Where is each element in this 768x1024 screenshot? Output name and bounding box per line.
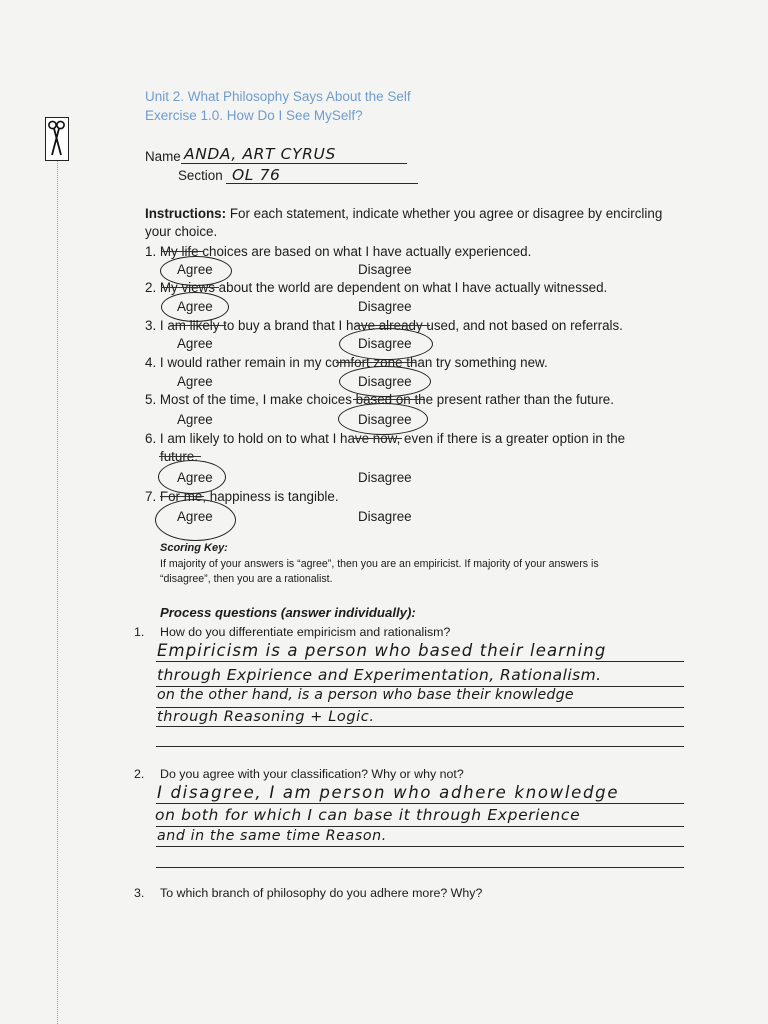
statement-number: 5.	[145, 392, 157, 407]
question-3-number: 3.	[134, 886, 145, 900]
statement-2-agree[interactable]: Agree	[177, 299, 213, 314]
answer-circle	[155, 499, 236, 541]
scissors-icon	[45, 117, 69, 161]
strike-mark	[356, 325, 430, 326]
answer-1-line-1: Empiricism is a person who based their learning	[157, 641, 607, 660]
strike-mark	[161, 251, 203, 252]
statement-4-agree[interactable]: Agree	[177, 374, 213, 389]
question-1-text: How do you differentiate empiricism and rationalism?	[160, 625, 451, 639]
answer-line	[156, 746, 684, 747]
statement-text: My life choices are based on what I have actually experienced.	[159, 244, 532, 259]
answer-line	[156, 726, 684, 727]
statement-4-disagree[interactable]: Disagree	[358, 374, 412, 389]
instructions-label: Instructions:	[145, 206, 227, 221]
strike-mark	[354, 438, 402, 439]
statement-7-agree[interactable]: Agree	[177, 509, 213, 524]
answer-line	[156, 661, 684, 662]
question-2-text: Do you agree with your classification? Why or why not?	[160, 767, 464, 781]
section-label: Section	[178, 168, 223, 183]
instructions-text: For each statement, indicate whether you agree or disagree by encircling	[226, 206, 663, 221]
answer-line	[156, 707, 684, 708]
strike-mark	[159, 456, 201, 457]
statement-6-agree[interactable]: Agree	[177, 470, 213, 485]
strike-mark	[336, 362, 416, 363]
scoring-key-line2: “disagree”, then you are a rationalist.	[160, 573, 333, 585]
statement-text: For me, happiness is tangible.	[159, 489, 339, 504]
statement-text: My views about the world are dependent on what I have actually witnessed.	[159, 280, 608, 295]
exercise-title: Exercise 1.0. How Do I See MySelf?	[145, 108, 363, 123]
statement-number: 1.	[145, 244, 157, 259]
statement-6-disagree[interactable]: Disagree	[358, 470, 412, 485]
statement-2-disagree[interactable]: Disagree	[358, 299, 412, 314]
statement-number: 6.	[145, 431, 157, 446]
answer-1-line-2: through Expirience and Experimentation, Rationalism.	[157, 666, 602, 684]
process-title: Process questions (answer individually):	[160, 605, 416, 620]
answer-2-line-3: and in the same time Reason.	[157, 828, 387, 844]
statement-number: 3.	[145, 318, 157, 333]
statement-5-agree[interactable]: Agree	[177, 412, 213, 427]
question-3-text: To which branch of philosophy do you adhere more? Why?	[160, 886, 483, 900]
strike-mark	[160, 496, 204, 497]
statement-3-disagree[interactable]: Disagree	[358, 336, 412, 351]
statement-number: 2.	[145, 280, 157, 295]
answer-2-line-2: on both for which I can base it through Experience	[155, 806, 581, 824]
name-value: ANDA, ART CYRUS	[184, 145, 336, 163]
answer-1-line-3: on the other hand, is a person who base their knowledge	[157, 687, 574, 703]
statement-number: 7.	[145, 489, 157, 504]
statement-7-disagree[interactable]: Disagree	[358, 509, 412, 524]
statement-text: I would rather remain in my comfort zone than try something new.	[159, 355, 548, 370]
name-underline	[181, 163, 407, 164]
name-label: Name	[145, 149, 181, 164]
answer-line	[156, 803, 684, 804]
section-value: OL 76	[232, 166, 281, 184]
instructions-line1	[145, 206, 662, 221]
strike-mark	[353, 399, 425, 400]
instructions-line2: your choice.	[145, 224, 218, 239]
unit-title: Unit 2. What Philosophy Says About the Self	[145, 89, 411, 104]
statement-text: Most of the time, I make choices based on the present rather than the future.	[159, 392, 614, 407]
question-2-number: 2.	[134, 767, 145, 781]
statement-5-disagree[interactable]: Disagree	[358, 412, 412, 427]
answer-line	[156, 826, 684, 827]
answer-1-line-4: through Reasoning + Logic.	[157, 709, 375, 725]
strike-mark	[170, 325, 226, 326]
statement-text: I am likely to hold on to what I have now, even if there is a greater option in the	[159, 431, 626, 446]
scoring-key-title: Scoring Key:	[160, 542, 228, 554]
cut-line	[57, 118, 58, 1024]
statement-6-line2: future.	[160, 449, 198, 464]
statement-3-agree[interactable]: Agree	[177, 336, 213, 351]
statement-1-disagree[interactable]: Disagree	[358, 262, 412, 277]
question-1-number: 1.	[134, 625, 145, 639]
answer-line	[156, 846, 684, 847]
statement-1-agree[interactable]: Agree	[177, 262, 213, 277]
scoring-key-line1: If majority of your answers is “agree”, then you are an empiricist. If majority of your answers is	[160, 558, 599, 570]
statement-number: 4.	[145, 355, 157, 370]
answer-line	[156, 867, 684, 868]
answer-2-line-1: I disagree, I am person who adhere knowledge	[157, 783, 620, 802]
statement-text: I am likely to buy a brand that I have already used, and not based on referrals.	[159, 318, 623, 333]
strike-mark	[161, 287, 219, 288]
